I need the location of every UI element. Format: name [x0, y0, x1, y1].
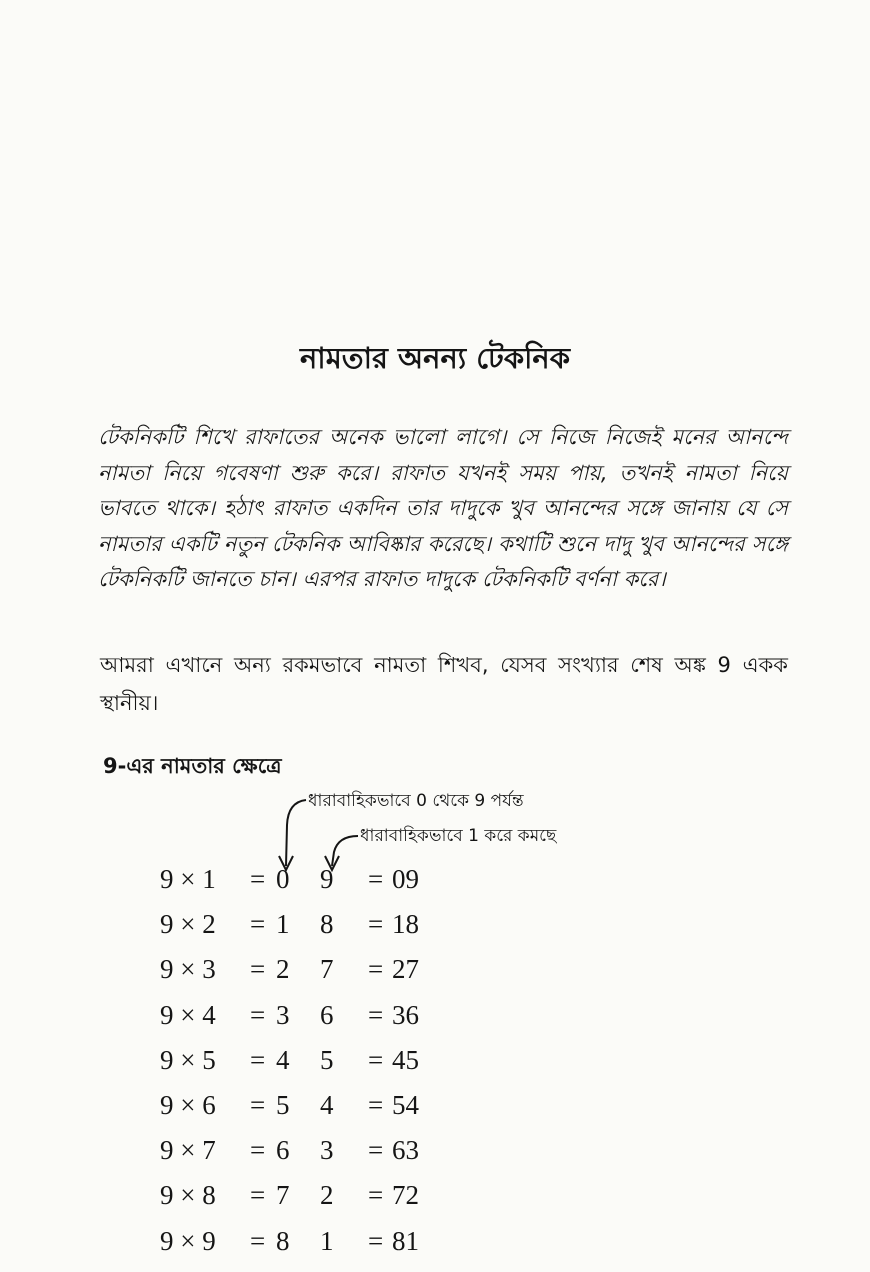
product-result: 63	[392, 1135, 419, 1166]
equals-sign: =	[368, 864, 384, 894]
multiplication-expression: 9 × 3	[160, 954, 216, 985]
multiplication-expression: 9 × 9	[160, 1225, 216, 1256]
units-digit: 3	[320, 1135, 334, 1166]
tens-digit: 6	[276, 1135, 290, 1166]
product-result: 45	[392, 1044, 419, 1075]
product-result: 81	[392, 1225, 419, 1256]
equals-sign: =	[368, 954, 384, 985]
units-digit: 7	[320, 954, 334, 985]
equals-sign: =	[368, 999, 384, 1030]
equals-sign: =	[368, 1090, 384, 1120]
table-row	[0, 1226, 870, 1271]
units-digit: 8	[320, 909, 334, 940]
multiplication-expression: 9 × 6	[160, 1090, 216, 1120]
tens-digit: 0	[276, 864, 290, 894]
table-row	[0, 864, 870, 909]
product-result: 54	[392, 1090, 419, 1120]
table-row	[0, 1180, 870, 1225]
equals-sign: =	[250, 909, 266, 940]
tens-digit: 3	[276, 999, 290, 1030]
tens-digit: 7	[276, 1180, 290, 1211]
table-row	[0, 1135, 870, 1180]
product-result: 09	[392, 864, 419, 894]
section-heading: 9-এর নামতার ক্ষেত্রে	[103, 754, 282, 778]
equals-sign: =	[250, 1135, 266, 1166]
table-row	[0, 1045, 870, 1090]
units-digit: 1	[320, 1225, 334, 1256]
units-digit: 2	[320, 1180, 334, 1211]
units-digit: 5	[320, 1044, 334, 1075]
equals-sign: =	[368, 1044, 384, 1075]
table-row	[0, 1000, 870, 1045]
arrow-second-digit	[332, 836, 358, 866]
page-title: নামতার অনন্য টেকনিক	[299, 341, 571, 375]
tens-digit: 4	[276, 1044, 290, 1075]
arrow-first-digit	[286, 800, 306, 866]
intro-paragraph: টেকনিকটি শিখে রাফাতের অনেক ভালো লাগে। সে নিজে নিজেই মনের আনন্দে নামতা নিয়ে গবেষণা শুরু করে। রাফাত যখনই সময় পায়, তখনই নামতা নিয়ে ভাবতে থাকে। হঠাৎ রাফাত একদিন তার দাদুকে খুব আনন্দের সঙ্গে জানায় যে সে নামতার একটি নতুন টেকনিক আবিষ্কার করেছে। কথাটি শুনে দাদু খুব আনন্দের সঙ্গে টেকনিকটি জানতে চান। এরপর রাফাত দাদুকে টেকনিকটি বর্ণনা করে।	[98, 425, 788, 591]
multiplication-expression: 9 × 7	[160, 1135, 216, 1166]
product-result: 36	[392, 999, 419, 1030]
table-row	[0, 1090, 870, 1135]
product-result: 18	[392, 909, 419, 940]
table-row	[0, 909, 870, 954]
tens-digit: 8	[276, 1225, 290, 1256]
tens-digit: 2	[276, 954, 290, 985]
table-row	[0, 954, 870, 999]
units-digit: 6	[320, 999, 334, 1030]
equals-sign: =	[368, 1225, 384, 1256]
units-digit: 9	[320, 864, 334, 894]
equals-sign: =	[368, 909, 384, 940]
product-result: 27	[392, 954, 419, 985]
tens-digit: 5	[276, 1090, 290, 1120]
explanation-paragraph: আমরা এখানে অন্য রকমভাবে নামতা শিখব, যেসব সংখ্যার শেষ অঙ্ক 9 একক স্থানীয়।	[100, 653, 788, 715]
equals-sign: =	[250, 954, 266, 985]
annotation-second-digit: ধারাবাহিকভাবে 1 করে কমছে	[360, 826, 557, 846]
units-digit: 4	[320, 1090, 334, 1120]
multiplication-expression: 9 × 5	[160, 1044, 216, 1075]
equals-sign: =	[368, 1135, 384, 1166]
product-result: 72	[392, 1180, 419, 1211]
multiplication-expression: 9 × 1	[160, 864, 216, 894]
multiplication-expression: 9 × 2	[160, 909, 216, 940]
equals-sign: =	[250, 1044, 266, 1075]
equals-sign: =	[250, 1090, 266, 1120]
equals-sign: =	[250, 999, 266, 1030]
tens-digit: 1	[276, 909, 290, 940]
equals-sign: =	[250, 1225, 266, 1256]
equals-sign: =	[250, 864, 266, 894]
equals-sign: =	[250, 1180, 266, 1211]
annotation-first-digit: ধারাবাহিকভাবে 0 থেকে 9 পর্যন্ত	[308, 791, 524, 811]
equals-sign: =	[368, 1180, 384, 1211]
multiplication-expression: 9 × 8	[160, 1180, 216, 1211]
multiplication-expression: 9 × 4	[160, 999, 216, 1030]
